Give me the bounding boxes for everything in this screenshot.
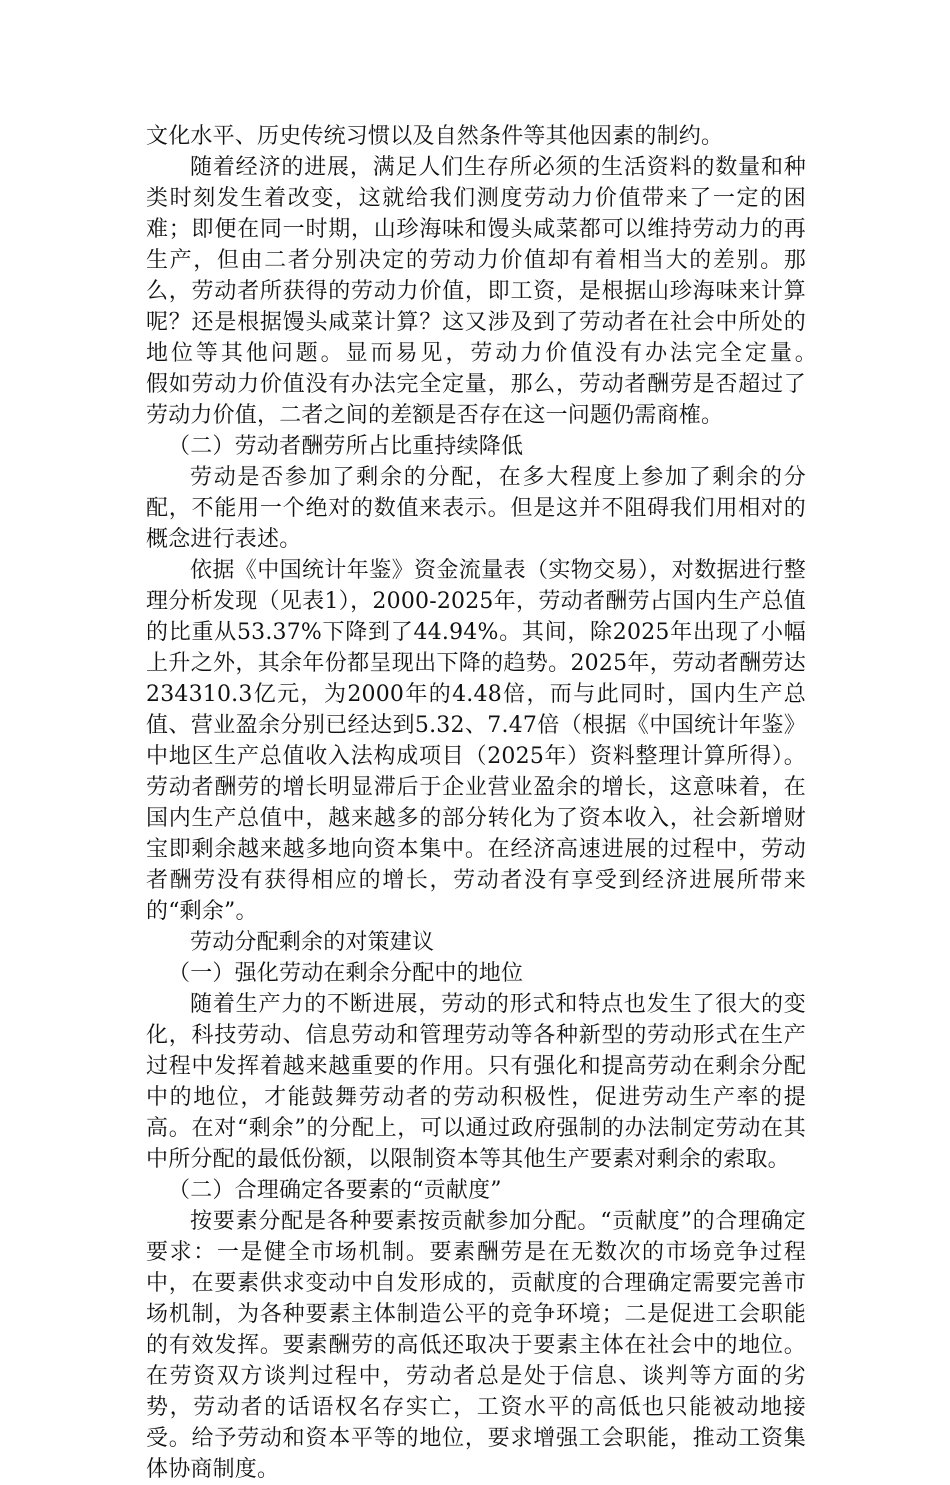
paragraph-statistics: 依据《中国统计年鉴》资金流量表（实物交易），对数据进行整理分析发现（见表1），2000-2025年，劳动者酬劳占国内生产总值的比重从53.37%下降到了44.94%。其间，除2025年出现了小幅上升之外，其余年份都呈现出下降的趋势。2025年，劳动者酬劳达234310.3亿元，为2000年的4.48倍，而与此同时，国内生产总值、营业盈余分别已经达到5.32、7.47倍（根据《中国统计年鉴》中地区生产总值收入法构成项目（2025年）资料整理计算所得）。劳动者酬劳的增长明显滞后于企业营业盈余的增长，这意味着，在国内生产总值中，越来越多的部分转化为了资本收入，社会新增财宝即剩余越来越多地向资本集中。在经济高速进展的过程中，劳动者酬劳没有获得相应的增长，劳动者没有享受到经济进展所带来的“剩余”。 — [146, 558, 806, 924]
paragraph-labor-value: 随着经济的进展，满足人们生存所必须的生活资料的数量和种类时刻发生着改变，这就给我们测度劳动力价值带来了一定的困难；即便在同一时期，山珍海味和馒头咸菜都可以维持劳动力的再生产，但由二者分别决定的劳动力价值却有着相当大的差别。那么，劳动者所获得的劳动力价值，即工资，是根据山珍海味来计算呢？还是根据馒头咸菜计算？这又涉及到了劳动者在社会中所处的地位等其他问题。显而易见，劳动力价值没有办法完全定量。 假如劳动力价值没有办法完全定量，那么，劳动者酬劳是否超过了劳动力价值，二者之间的差额是否存在这一问题仍需商榷。 — [146, 155, 873, 428]
paragraph-relative-concept: 劳动是否参加了剩余的分配，在多大程度上参加了剩余的分配，不能用一个绝对的数值来表示。但是这并不阻碍我们用相对的概念进行表述。 — [146, 465, 806, 552]
paragraph-strengthen-labor: 随着生产力的不断进展，劳动的形式和特点也发生了很大的变化，科技劳动、信息劳动和管理劳动等各种新型的劳动形式在生产过程中发挥着越来越重要的作用。只有强化和提高劳动在剩余分配中的地位，才能鼓舞劳动者的劳动积极性，促进劳动生产率的提高。在对“剩余”的分配上，可以通过政府强制的办法制定劳动在其中所分配的最低份额，以限制资本等其他生产要素对剩余的索取。 — [146, 992, 806, 1172]
paragraph-continuation: 文化水平、历史传统习惯以及自然条件等其他因素的制约。 — [146, 124, 724, 149]
subheading-strengthen-labor: （一）强化劳动在剩余分配中的地位 — [168, 961, 524, 986]
subheading-labor-share-decline: （二）劳动者酬劳所占比重持续降低 — [168, 434, 524, 459]
paragraph-contribution-degree: 按要素分配是各种要素按贡献参加分配。“贡献度”的合理确定要求：一是健全市场机制。要素酬劳是在无数次的市场竞争过程中，在要素供求变动中自发形成的，贡献度的合理确定需要完善市场机制，为各种要素主体制造公平的竞争环境；二是促进工会职能的有效发挥。要素酬劳的高低还取决于要素主体在社会中的地位。在劳资双方谈判过程中，劳动者总是处于信息、谈判等方面的劣势，劳动者的话语权名存实亡，工资水平的高低也只能被动地接受。给予劳动和资本平等的地位，要求增强工会职能，推动工资集体协商制度。 — [146, 1209, 806, 1482]
subheading-contribution-degree: （二）合理确定各要素的“贡献度” — [168, 1178, 502, 1203]
section-heading-recommendations: 劳动分配剩余的对策建议 — [190, 930, 435, 955]
document-body — [146, 121, 873, 1485]
